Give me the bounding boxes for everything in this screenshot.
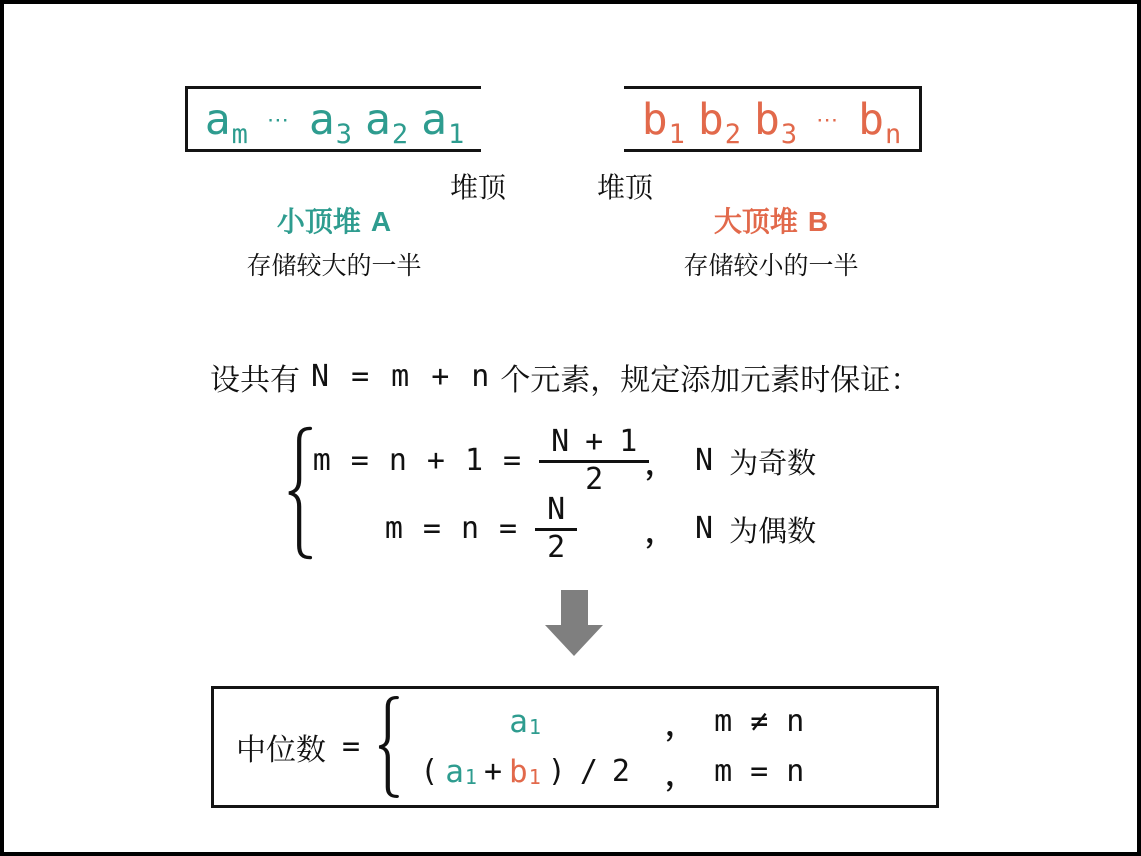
array-cell-a-3: a 3 bbox=[308, 94, 352, 150]
array-cell-a-1: a 1 bbox=[421, 94, 465, 150]
ellipsis-icon: ⋯ bbox=[266, 107, 290, 132]
fraction-n-over-2 bbox=[535, 492, 577, 565]
equals-sign: = bbox=[350, 443, 369, 478]
number-one: 1 bbox=[619, 424, 638, 459]
var-n: n bbox=[460, 511, 480, 546]
right-paren: ) bbox=[547, 754, 566, 789]
plus-sign: + bbox=[431, 359, 450, 394]
case-unequal-value bbox=[409, 703, 641, 740]
given-suffix: 个元素，规定添加元素时保证： bbox=[500, 364, 921, 397]
var-m: m bbox=[714, 704, 733, 739]
even-condition-text: 为偶数 bbox=[729, 515, 817, 548]
given-statement bbox=[210, 355, 920, 399]
array-cell-b-3: b 3 bbox=[754, 94, 798, 150]
var-N: N bbox=[547, 492, 566, 527]
median-label: 中位数 bbox=[236, 734, 326, 767]
constraint-odd-row bbox=[312, 424, 817, 497]
var-m: m bbox=[384, 511, 403, 546]
constraint-rows bbox=[312, 424, 817, 565]
var-m: m bbox=[714, 754, 733, 789]
equals-sign: = bbox=[351, 359, 370, 394]
array-cell-b-n: b n bbox=[858, 94, 902, 150]
comma: ， bbox=[645, 516, 675, 549]
case-unequal-condition bbox=[665, 700, 813, 744]
left-paren: ( bbox=[420, 754, 439, 789]
array-cell-a-2: a 2 bbox=[365, 94, 409, 150]
array-cell-a-m: a m bbox=[204, 94, 248, 150]
odd-condition-text: 为奇数 bbox=[729, 447, 817, 480]
var-a1: a 1 bbox=[509, 703, 541, 740]
left-brace-icon bbox=[376, 695, 401, 799]
heap-a-title: 小顶堆 A bbox=[276, 206, 392, 237]
heap-b-top-label: 堆顶 bbox=[597, 172, 654, 203]
var-N: N bbox=[551, 424, 570, 459]
var-N: N bbox=[695, 443, 714, 478]
case-equal-condition bbox=[665, 750, 813, 794]
heap-b-array-box bbox=[624, 86, 922, 152]
comma: ， bbox=[665, 709, 696, 742]
var-n: n bbox=[388, 443, 407, 478]
var-m: m bbox=[391, 359, 410, 394]
constraint-even-row bbox=[321, 492, 817, 565]
given-prefix: 设共有 bbox=[210, 364, 300, 397]
ellipsis-icon: ⋯ bbox=[816, 107, 840, 132]
var-n: n bbox=[786, 754, 805, 789]
equals-sign: = bbox=[750, 754, 769, 789]
equals-sign: = bbox=[503, 443, 522, 478]
var-n: n bbox=[786, 704, 805, 739]
heap-b-title: 大顶堆 B bbox=[713, 206, 829, 237]
odd-equation bbox=[312, 424, 638, 497]
number-one: 1 bbox=[464, 443, 484, 478]
median-box bbox=[211, 686, 939, 808]
number-two: 2 bbox=[611, 754, 630, 789]
equals-sign: = bbox=[342, 729, 361, 764]
var-b1: b 1 bbox=[509, 753, 541, 790]
plus-sign: + bbox=[426, 443, 445, 478]
var-N: N bbox=[695, 511, 714, 546]
heap-a-array-box bbox=[185, 86, 481, 152]
odd-condition bbox=[645, 439, 816, 483]
denominator-two: 2 bbox=[585, 462, 604, 497]
down-arrow-icon bbox=[545, 590, 603, 656]
var-a1: a 1 bbox=[445, 753, 477, 790]
equals-sign: = bbox=[499, 511, 518, 546]
even-condition bbox=[645, 507, 816, 551]
heap-b-letter: B bbox=[807, 206, 829, 237]
constraints-block bbox=[285, 424, 817, 565]
comma: ， bbox=[645, 448, 675, 481]
var-N: N bbox=[311, 359, 330, 394]
heap-a-description: 存储较大的一半 bbox=[246, 252, 422, 280]
heap-a-letter: A bbox=[370, 206, 392, 237]
var-n: n bbox=[471, 359, 490, 394]
plus-sign: + bbox=[483, 754, 503, 789]
even-equation bbox=[321, 492, 631, 565]
median-cases bbox=[409, 697, 813, 797]
heap-b-description: 存储较小的一半 bbox=[683, 252, 859, 280]
left-brace-icon bbox=[285, 425, 315, 561]
divide-slash: / bbox=[579, 754, 598, 789]
denominator-two: 2 bbox=[547, 530, 566, 565]
plus-sign: + bbox=[585, 424, 604, 459]
var-m: m bbox=[312, 443, 331, 478]
comma: ， bbox=[665, 759, 696, 792]
median-case-equal bbox=[409, 747, 813, 797]
equals-sign: = bbox=[422, 511, 441, 546]
array-cell-b-2: b 2 bbox=[697, 94, 741, 150]
fraction-n-plus-1-over-2 bbox=[539, 424, 649, 497]
case-equal-value bbox=[409, 753, 641, 790]
not-equal-sign: ≠ bbox=[750, 704, 769, 739]
heap-a-top-label: 堆顶 bbox=[450, 172, 507, 203]
array-cell-b-1: b 1 bbox=[641, 94, 685, 150]
median-case-unequal bbox=[409, 697, 813, 747]
